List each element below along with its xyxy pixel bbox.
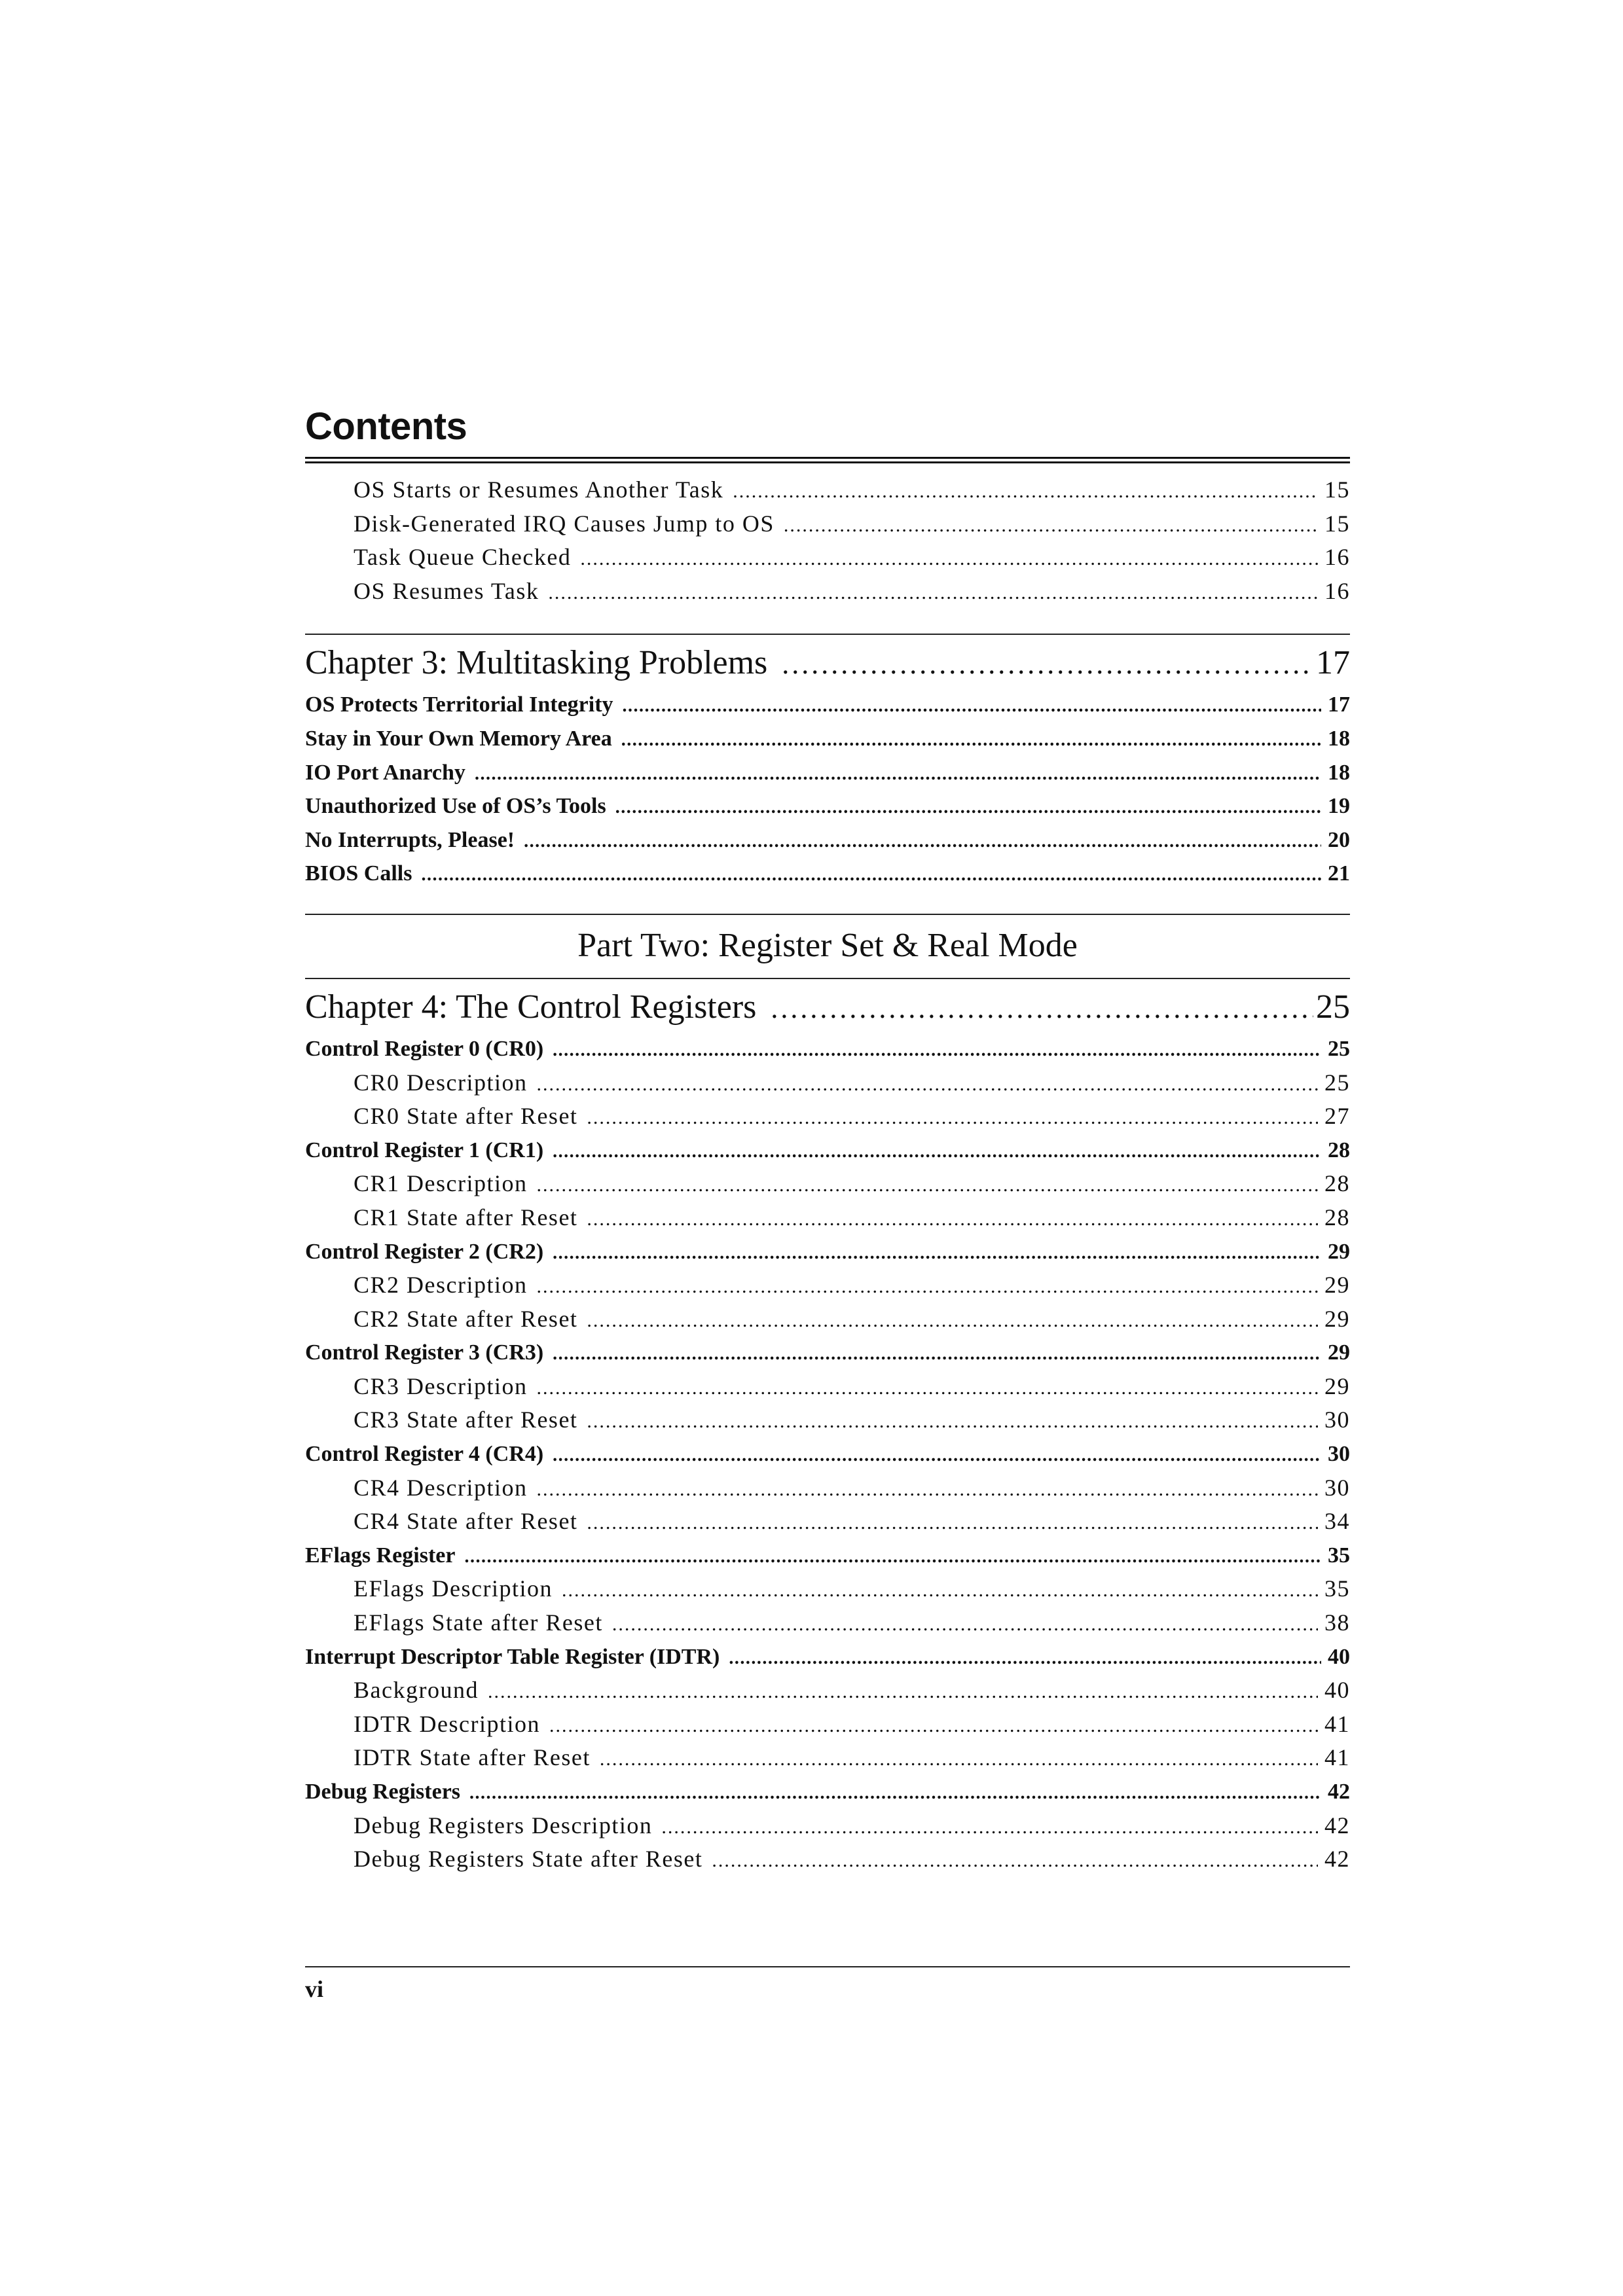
page-title: Contents [305,405,467,448]
entry-page: 34 [1324,1508,1350,1535]
entry-title: OS Protects Territorial Integrity [305,692,613,717]
dot-leader [729,1642,1321,1675]
dot-leader [712,1844,1318,1877]
toc-chapter-3[interactable] [305,641,1350,686]
toc-subsection-entry[interactable] [305,1067,1350,1101]
toc-subsection-entry[interactable] [305,1742,1350,1776]
entry-page: 20 [1328,827,1350,852]
dot-leader [421,859,1321,891]
entry-page: 18 [1328,726,1350,751]
entry-title: Control Register 0 (CR0) [305,1036,544,1061]
entry-page: 29 [1324,1372,1350,1399]
toc-subsection-entry[interactable] [305,1505,1350,1539]
entry-title: CR1 Description [354,1170,528,1197]
chapter-title: Chapter 4: The Control Registers [305,988,757,1026]
toc-subsection-entry[interactable] [305,1573,1350,1607]
entry-page: 16 [1324,544,1350,571]
toc-section-entry[interactable] [305,723,1350,757]
toc-subsection-entry[interactable] [305,1810,1350,1844]
entry-title: IDTR Description [354,1710,540,1737]
toc-section-entry[interactable] [305,790,1350,824]
toc-section-entry[interactable] [305,1236,1350,1270]
toc-section-entry[interactable] [305,1033,1350,1067]
dot-leader [580,543,1318,575]
continued-entries [305,474,1350,609]
entry-title: OS Resumes Task [354,577,539,604]
page-footer [305,1966,1350,2003]
entry-title: CR0 State after Reset [354,1103,578,1130]
dot-leader [782,643,1313,686]
entry-title: CR1 State after Reset [354,1204,578,1230]
entry-title: Debug Registers State after Reset [354,1846,703,1873]
entry-page: 35 [1328,1543,1350,1568]
toc-subsection-entry[interactable] [305,1404,1350,1438]
entry-title: EFlags Register [305,1543,456,1568]
entry-page: 42 [1328,1780,1350,1804]
part-title: Part Two: Register Set & Real Mode [577,926,1078,964]
entry-page: 18 [1328,760,1350,785]
toc-section-entry[interactable] [305,689,1350,723]
dot-leader [733,475,1318,508]
entry-page: 30 [1324,1407,1350,1433]
toc-section-entry[interactable] [305,857,1350,891]
toc-subsection-entry[interactable] [305,1371,1350,1405]
dot-leader [536,1068,1318,1101]
entry-page: 38 [1324,1609,1350,1636]
dot-leader [553,1034,1321,1067]
dot-leader [536,1169,1318,1202]
toc-chapter-4[interactable] [305,986,1350,1030]
entry-page: 28 [1328,1138,1350,1162]
entry-title: CR3 State after Reset [354,1407,578,1433]
toc-section-entry[interactable] [305,824,1350,858]
entry-title: Control Register 2 (CR2) [305,1239,544,1264]
entry-title: CR4 Description [354,1474,528,1501]
entry-page: 42 [1324,1846,1350,1873]
entry-page: 16 [1324,577,1350,604]
entry-page: 30 [1328,1442,1350,1467]
entry-page: 29 [1324,1305,1350,1332]
dot-leader [553,1439,1321,1472]
entry-title: EFlags Description [354,1575,553,1602]
dot-leader [549,1710,1318,1742]
dot-leader [469,1777,1321,1810]
entry-title: CR2 State after Reset [354,1305,578,1332]
dot-leader [475,758,1321,791]
entry-title: IDTR State after Reset [354,1744,591,1771]
dot-leader [464,1541,1321,1573]
divider [305,978,1350,979]
entry-page: 28 [1324,1170,1350,1197]
entry-title: Disk-Generated IRQ Causes Jump to OS [354,510,775,537]
entry-page: 29 [1324,1272,1350,1299]
chapter-page: 25 [1316,988,1350,1026]
entry-title: Interrupt Descriptor Table Register (IDTR) [305,1644,720,1669]
dot-leader [524,825,1321,858]
entry-title: Debug Registers Description [354,1812,653,1839]
entry-title: CR0 Description [354,1069,528,1096]
entry-title: Stay in Your Own Memory Area [305,726,612,751]
entry-page: 40 [1328,1644,1350,1669]
dot-leader [587,1507,1318,1539]
dot-leader [784,509,1318,542]
dot-leader [553,1237,1321,1270]
toc-section-entry[interactable] [305,757,1350,791]
toc-section-entry[interactable] [305,1134,1350,1168]
dot-leader [553,1136,1321,1168]
dot-leader [587,1304,1318,1337]
entry-title: Background [354,1677,479,1704]
entry-page: 35 [1324,1575,1350,1602]
toc-section-entry[interactable] [305,1539,1350,1573]
entry-title: Debug Registers [305,1780,461,1804]
entry-title: CR4 State after Reset [354,1508,578,1535]
chapter-4-entries [305,1033,1350,1877]
entry-title: IO Port Anarchy [305,760,465,785]
dot-leader [536,1270,1318,1303]
toc-subsection-entry[interactable] [305,1708,1350,1742]
entry-page: 15 [1324,476,1350,503]
toc-section-entry[interactable] [305,1641,1350,1675]
dot-leader [587,1102,1318,1134]
chapter-page: 17 [1316,644,1350,682]
entry-title: CR2 Description [354,1272,528,1299]
toc-subsection-entry[interactable] [305,1607,1350,1641]
toc-subsection-entry[interactable] [305,1303,1350,1337]
entry-title: BIOS Calls [305,861,412,886]
divider [305,634,1350,635]
entry-page: 25 [1324,1069,1350,1096]
dot-leader [536,1473,1318,1506]
entry-page: 25 [1328,1036,1350,1061]
entry-title: Control Register 4 (CR4) [305,1442,544,1467]
toc-subsection-entry[interactable] [305,1269,1350,1303]
dot-leader [623,690,1321,723]
toc-section-entry[interactable] [305,1776,1350,1810]
dot-leader [488,1676,1318,1708]
toc-subsection-entry[interactable] [305,575,1350,609]
entry-page: 28 [1324,1204,1350,1230]
entry-title: OS Starts or Resumes Another Task [354,476,724,503]
chapter-3-entries [305,689,1350,891]
entry-page: 41 [1324,1744,1350,1771]
entry-page: 29 [1328,1340,1350,1365]
toc-subsection-entry[interactable] [305,508,1350,542]
dot-leader [587,1203,1318,1236]
table-of-contents [305,401,1350,1877]
entry-page: 15 [1324,510,1350,537]
dot-leader [600,1743,1318,1776]
entry-page: 41 [1324,1710,1350,1737]
entry-page: 19 [1328,794,1350,819]
toc-subsection-entry[interactable] [305,474,1350,508]
entry-title: Control Register 1 (CR1) [305,1138,544,1162]
entry-title: CR3 Description [354,1372,528,1399]
dot-leader [661,1811,1318,1844]
entry-title: EFlags State after Reset [354,1609,603,1636]
dot-leader [553,1338,1321,1371]
entry-page: 40 [1324,1677,1350,1704]
page-number: vi [305,1976,324,2002]
entry-page: 27 [1324,1103,1350,1130]
entry-title: Task Queue Checked [354,544,572,571]
toc-subsection-entry[interactable] [305,1168,1350,1202]
dot-leader [587,1405,1318,1438]
entry-title: No Interrupts, Please! [305,827,515,852]
dot-leader [536,1372,1318,1405]
entry-title: Control Register 3 (CR3) [305,1340,544,1365]
dot-leader [548,577,1318,609]
toc-subsection-entry[interactable] [305,1843,1350,1877]
dot-leader [562,1574,1318,1607]
toc-subsection-entry[interactable] [305,541,1350,575]
entry-page: 29 [1328,1239,1350,1264]
toc-subsection-entry[interactable] [305,1100,1350,1134]
toc-subsection-entry[interactable] [305,1674,1350,1708]
dot-leader [621,724,1321,757]
entry-page: 42 [1324,1812,1350,1839]
entry-page: 21 [1328,861,1350,886]
entry-page: 17 [1328,692,1350,717]
entry-page: 30 [1324,1474,1350,1501]
toc-subsection-entry[interactable] [305,1202,1350,1236]
dot-leader [615,791,1321,824]
entry-title: Unauthorized Use of OS’s Tools [305,794,606,819]
chapter-title: Chapter 3: Multitasking Problems [305,644,768,682]
toc-section-entry[interactable] [305,1438,1350,1472]
dot-leader [771,987,1313,1030]
title-double-rule [305,457,1350,463]
toc-subsection-entry[interactable] [305,1472,1350,1506]
toc-section-entry[interactable] [305,1336,1350,1371]
dot-leader [612,1608,1318,1641]
